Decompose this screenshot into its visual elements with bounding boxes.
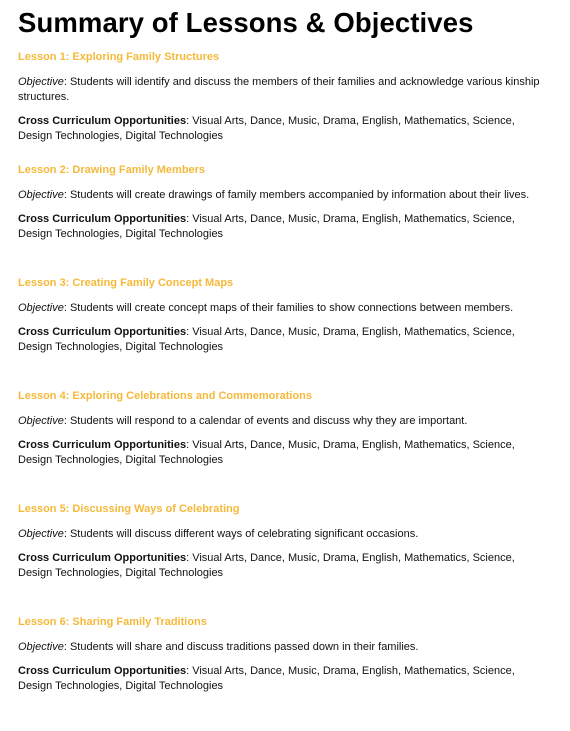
objective-label: Objective — [18, 302, 64, 314]
objective-text: : Students will create concept maps of their families to show connections between members. — [63, 302, 514, 314]
lesson-cross-curriculum — [18, 664, 548, 694]
objective-label: Objective — [18, 415, 64, 427]
lesson-objective — [18, 75, 548, 105]
cross-curriculum-text: : Visual Arts, Dance, Music, Drama, English, Mathematics, Science, Design Technologies, Digital Technologies — [18, 213, 515, 240]
cross-curriculum-label: Cross Curriculum Opportunities — [18, 213, 187, 225]
objective-label: Objective — [18, 189, 64, 201]
cross-curriculum-label: Cross Curriculum Opportunities — [18, 326, 187, 338]
cross-curriculum-text: : Visual Arts, Dance, Music, Drama, English, Mathematics, Science, Design Technologies, Digital Technologies — [18, 439, 515, 466]
objective-label: Objective — [18, 76, 64, 88]
cross-curriculum-text: : Visual Arts, Dance, Music, Drama, English, Mathematics, Science, Design Technologies, Digital Technologies — [18, 326, 515, 353]
lesson-list — [18, 50, 548, 728]
objective-text: : Students will respond to a calendar of events and discuss why they are important. — [63, 415, 468, 427]
objective-label: Objective — [18, 528, 64, 540]
lesson-cross-curriculum — [18, 551, 548, 581]
page-title: Summary of Lessons & Objectives — [18, 7, 474, 38]
cross-curriculum-text: : Visual Arts, Dance, Music, Drama, English, Mathematics, Science, Design Technologies, Digital Technologies — [18, 115, 515, 142]
lesson-heading: Lesson 3: Creating Family Concept Maps — [18, 277, 234, 289]
objective-label: Objective — [18, 641, 64, 653]
lesson-objective — [18, 188, 548, 203]
lesson-heading: Lesson 6: Sharing Family Traditions — [18, 616, 207, 628]
lesson-heading: Lesson 5: Discussing Ways of Celebrating — [18, 503, 240, 515]
lesson-cross-curriculum — [18, 212, 548, 242]
cross-curriculum-text: : Visual Arts, Dance, Music, Drama, English, Mathematics, Science, Design Technologies, Digital Technologies — [18, 665, 515, 692]
lesson-heading: Lesson 2: Drawing Family Members — [18, 164, 206, 176]
lesson-3 — [18, 276, 548, 389]
cross-curriculum-label: Cross Curriculum Opportunities — [18, 439, 187, 451]
lesson-cross-curriculum — [18, 325, 548, 355]
lesson-2 — [18, 163, 548, 276]
cross-curriculum-text: : Visual Arts, Dance, Music, Drama, English, Mathematics, Science, Design Technologies, Digital Technologies — [18, 552, 515, 579]
lesson-heading: Lesson 4: Exploring Celebrations and Commemorations — [18, 390, 312, 402]
objective-text: : Students will identify and discuss the members of their families and acknowledge various kinship structures. — [18, 76, 540, 103]
lesson-objective — [18, 640, 548, 655]
objective-text: : Students will discuss different ways of celebrating significant occasions. — [63, 528, 419, 540]
objective-text: : Students will create drawings of family members accompanied by information about their lives. — [63, 189, 530, 201]
lesson-objective — [18, 301, 548, 316]
objective-text: : Students will share and discuss traditions passed down in their families. — [63, 641, 419, 653]
lesson-cross-curriculum — [18, 114, 548, 144]
lesson-5 — [18, 502, 548, 615]
lesson-cross-curriculum — [18, 438, 548, 468]
cross-curriculum-label: Cross Curriculum Opportunities — [18, 552, 187, 564]
lesson-1 — [18, 50, 548, 163]
lesson-6 — [18, 615, 548, 728]
lesson-4 — [18, 389, 548, 502]
cross-curriculum-label: Cross Curriculum Opportunities — [18, 115, 187, 127]
lesson-objective — [18, 527, 548, 542]
lesson-heading: Lesson 1: Exploring Family Structures — [18, 51, 220, 63]
document-page — [18, 6, 548, 728]
lesson-objective — [18, 414, 548, 429]
cross-curriculum-label: Cross Curriculum Opportunities — [18, 665, 187, 677]
